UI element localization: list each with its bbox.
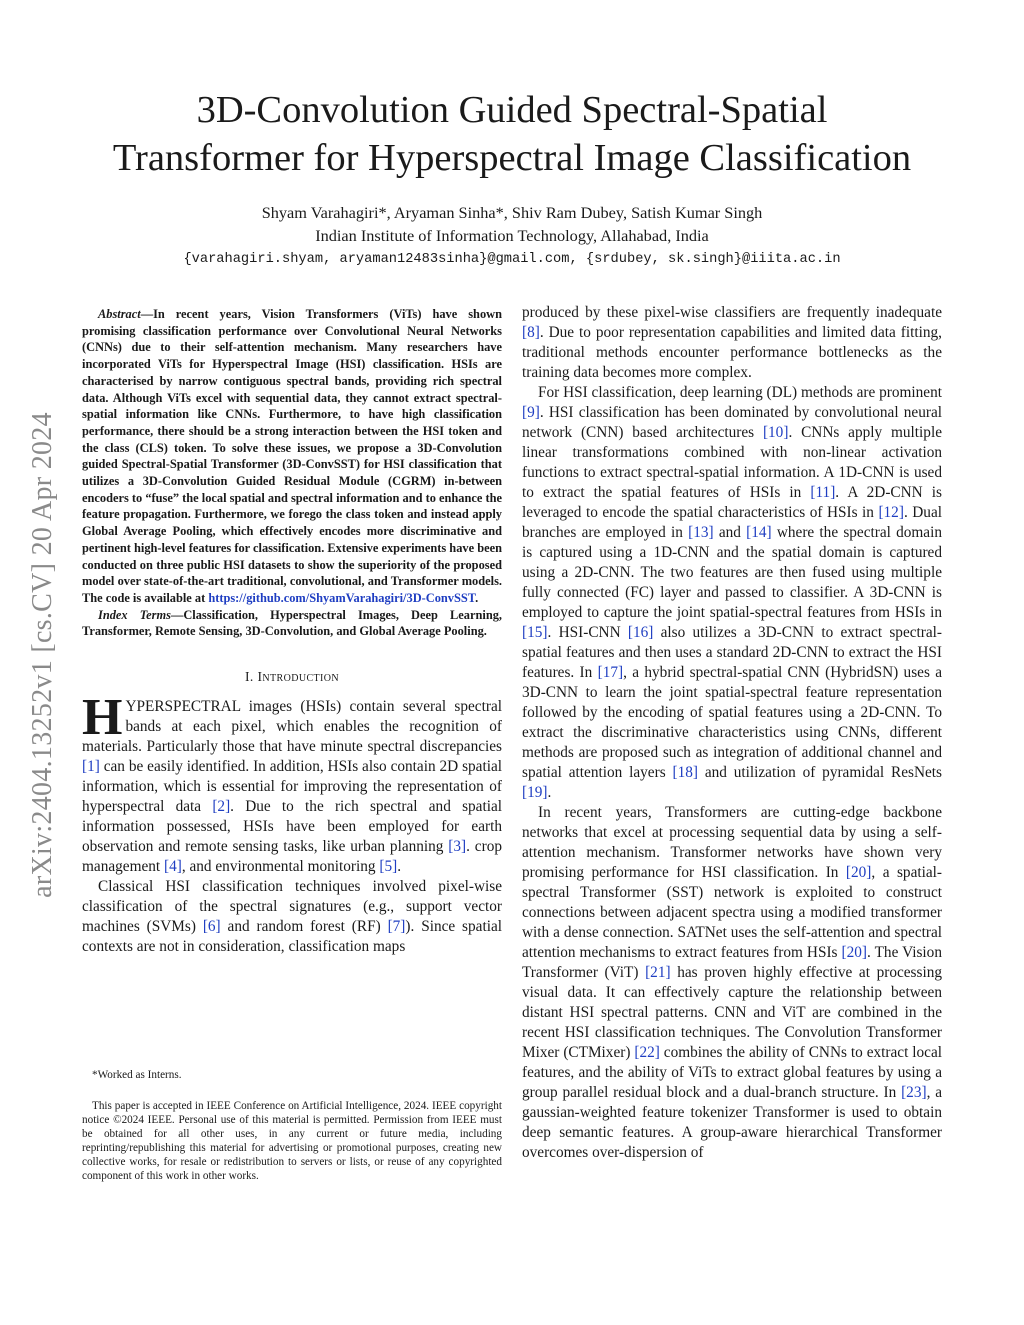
citation-link[interactable]: [6] [202,918,221,936]
citation-link[interactable]: [20] [841,944,868,961]
author-list: Shyam Varahagiri*, Aryaman Sinha*, Shiv Ram Dubey, Satish Kumar Singh [261,203,763,222]
title-line-2: Transformer for Hyperspectral Image Classification [112,137,912,179]
code-repository-link[interactable]: https://github.com/ShyamVarahagiri/3D-ConvSST [208,590,476,605]
citation-link[interactable]: [5] [379,858,398,876]
citation-link[interactable]: [2] [212,798,231,816]
citation-link[interactable]: [21] [645,964,671,981]
citation-link[interactable]: [14] [746,524,772,541]
intro-paragraph-1: HYPERSPECTRAL images (HSIs) contain several spectral bands at each pixel, which enables the recognition of materials. Particularly those that have minute spectral discrepancies [1] can be easily identified. In addition, HSIs also contain 2D spatial information, which is essential for improving the representation of hyperspectral data [2]. Due to the rich spectral and spatial information possessed, HSIs have been employed for earth observation and remote sensing tasks, like urban planning [3]. crop management [4], and environmental monitoring [5]. [82,689,502,876]
copyright-notice: This paper is accepted in IEEE Conference on Artificial Intelligence, 2024. IEEE copyright notice ©2024 IEEE. Personal use of this material is permitted. Permission from IEEE must be obtained for all other uses, in any current or future media, including reprinting/republishing this material for advertising or promotional purposes, creating new collective works, for resale or redistribution to servers or lists, or reuse of any copyrighted component of this work in other works. [82,1100,502,1182]
section-heading-introduction: I. Introduction [244,669,340,685]
abstract-text: —In recent years, Vision Transformers (ViTs) have shown promising classification performance over Convolutional Neural Networks (CNNs) due to their self-attention mechanism. Many researchers have incorporated ViTs for Hyperspectral Image (HSI) classification. HSIs are characterised by narrow contiguous spectral bands, providing rich spectral data. Although ViTs excel with sequential data, they cannot extract spectral-spatial information like CNNs. Furthermore, to have high classification performance, there should be a strong interaction between the HSI token and the class (CLS) token. To solve these issues, we propose a 3D-Convolution guided Spectral-Spatial Transformer (3D-ConvSST) for HSI classification that utilizes a 3D-Convolution Guided Residual Module (CGRM) in-between encoders to “fuse” the local spatial and spectral information and to enhance the feature propagation. Furthermore, we forego the class token and instead apply Global Average Pooling, which effectively encodes more discriminative and pertinent high-level features for classification. Extensive experiments have been conducted on three public HSI datasets to show the superiority of the proposed model over state-of-the-art traditional, convolutional, and Transformer models. The code is available at [82,307,502,605]
left-column [82,306,502,957]
citation-link[interactable]: [20] [845,864,872,881]
citation-link[interactable]: [22] [634,1044,660,1061]
citation-link[interactable]: [11] [810,484,836,501]
citation-link[interactable]: [8] [522,324,540,341]
author-emails: {varahagiri.shyam, aryaman12483sinha}@gmail.com, {srdubey, sk.singh}@iiita.ac.in [183,252,841,267]
citation-link[interactable]: [3] [448,838,467,856]
intro-paragraph-2-left-tail: ). Since spatial contexts are not in consideration, classification maps [82,918,502,956]
index-terms [82,607,502,640]
drop-cap-letter: H [82,689,123,747]
citation-link[interactable]: [17] [597,664,624,681]
citation-link[interactable]: [9] [522,404,540,421]
index-terms-text: —Classification, Hyperspectral Images, Deep Learning, Transformer, Remote Sensing, 3D-Convolution, and Global Average Pooling. [82,607,503,639]
citation-link[interactable]: [10] [762,424,789,441]
citation-link[interactable]: [23] [901,1084,927,1101]
intro-paragraph-2-start: Classical HSI classification techniques involved pixel-wise classification of the spectral signatures (e.g., support vector machines (SVMs) [6] and random forest (RF) [7]). Since spatial contexts are not in consideration, classification maps [82,878,502,956]
citation-link[interactable]: [18] [672,764,698,781]
footnote-interns: *Worked as Interns. [92,1069,182,1081]
index-terms-label: Index Terms [98,607,171,622]
right-column [522,303,942,1163]
intro-paragraph-3: For HSI classification, deep learning (DL) methods are prominent [9]. HSI classification has been dominated by convolutional neural network (CNN) based architectures [10]. CNNs apply multiple linear transformations combined with non-linear activation functions to extract spectral-spatial information. A 1D-CNN is used to extract the spatial features of HSIs in [11]. A 2D-CNN is leveraged to encode the spatial characteristics of HSIs in [12]. Dual branches are employed in [13] and [14] where the spectral domain is captured using a 1D-CNN and the spatial domain is captured using a 2D-CNN. The two features are then fused using multiple fully connected (FC) layer and passed to classifier. A 3D-CNN is employed to capture the joint spatial-spectral features from HSIs in [15]. HSI-CNN [16] also utilizes a 3D-CNN to extract spectral-spatial features and then uses a standard 2D-CNN to extract the HSI features. In [17], a hybrid spectral-spatial CNN (HybridSN) uses a 3D-CNN to learn the joint spatial-spectral feature representation followed by the encoding of spatial features using a 2D-CNN. To extract the discriminative characteristics using CNNs, different methods are proposed such as integration of additional channel and spatial attention layers [18] and utilization of pyramidal ResNets [19]. [522,384,943,801]
citation-link[interactable]: [15] [522,624,548,641]
citation-link[interactable]: [13] [688,524,714,541]
abstract: Abstract—In recent years, Vision Transformers (ViTs) have shown promising classification performance over Convolutional Neural Networks (CNNs) due to their self-attention mechanism. Many researchers have incorporated ViTs for Hyperspectral Image (HSI) classification. HSIs are characterised by narrow contiguous spectral bands, providing rich spectral data. Although ViTs excel with sequential data, they cannot extract spectral-spatial information like CNNs. Furthermore, to have high classification performance, there should be a strong interaction between the HSI token and the class (CLS) token. To solve these issues, we propose a 3D-Convolution guided Spectral-Spatial Transformer (3D-ConvSST) for HSI classification that utilizes a 3D-Convolution Guided Residual Module (CGRM) in-between encoders to “fuse” the local spatial and spectral information and to enhance the feature propagation. Furthermore, we forego the class token and instead apply Global Average Pooling, which effectively encodes more discriminative and pertinent high-level features for classification. Extensive experiments have been conducted on three public HSI datasets to show the superiority of the proposed model over state-of-the-art traditional, convolutional, and Transformer models. The code is available at https://github.com/ShyamVarahagiri/3D-ConvSST. [82,307,502,605]
intro-paragraph-4: In recent years, Transformers are cutting-edge backbone networks that excel at processing sequential data by using a self-attention mechanism. Transformer networks have shown very promising performance for HSI classification. In [20], a spatial-spectral Transformer (SST) network is exploited to construct connections between adjacent spectra using a modified transformer with a dense connection. SATNet uses the self-attention and spectral attention mechanisms to extract features from HSIs [20]. The Vision Transformer (ViT) [21] has proven highly effective at processing visual data. It can effectively capture the relationship between distant HSI spectral patterns. CNN and ViT are combined in the recent HSI classification techniques. The Convolution Transformer Mixer (CTMixer) [22] combines the ability of CNNs to extract local features, and the ability of ViTs to extract global features by using a group parallel residual block and a dual-branch structure. In [23], a gaussian-weighted feature tokenizer Transformer is used to obtain deep semantic features. A group-aware hierarchical Transformer overcomes over-dispersion of [522,804,942,1161]
abstract-label: Abstract [98,307,141,321]
arxiv-identifier-stamp: arXiv:2404.13252v1 [cs.CV] 20 Apr 2024 [27,412,58,898]
citation-link[interactable]: [7] [387,918,406,936]
citation-link[interactable]: [1] [82,758,100,776]
affiliation: Indian Institute of Information Technology, Allahabad, India [315,226,709,245]
title-line-1: 3D-Convolution Guided Spectral-Spatial [196,89,828,131]
intro-paragraph-2-continued: produced by these pixel-wise classifiers are frequently inadequate [8]. Due to poor representation capabilities and limited data fitting, traditional methods encounter performance bottlenecks as the training data becomes more complex. [522,304,942,381]
citation-link[interactable]: [12] [878,504,904,521]
citation-link[interactable]: [19] [522,784,548,801]
paper-title [60,86,964,182]
citation-link[interactable]: [16] [627,624,654,641]
citation-link[interactable]: [4] [163,858,182,876]
